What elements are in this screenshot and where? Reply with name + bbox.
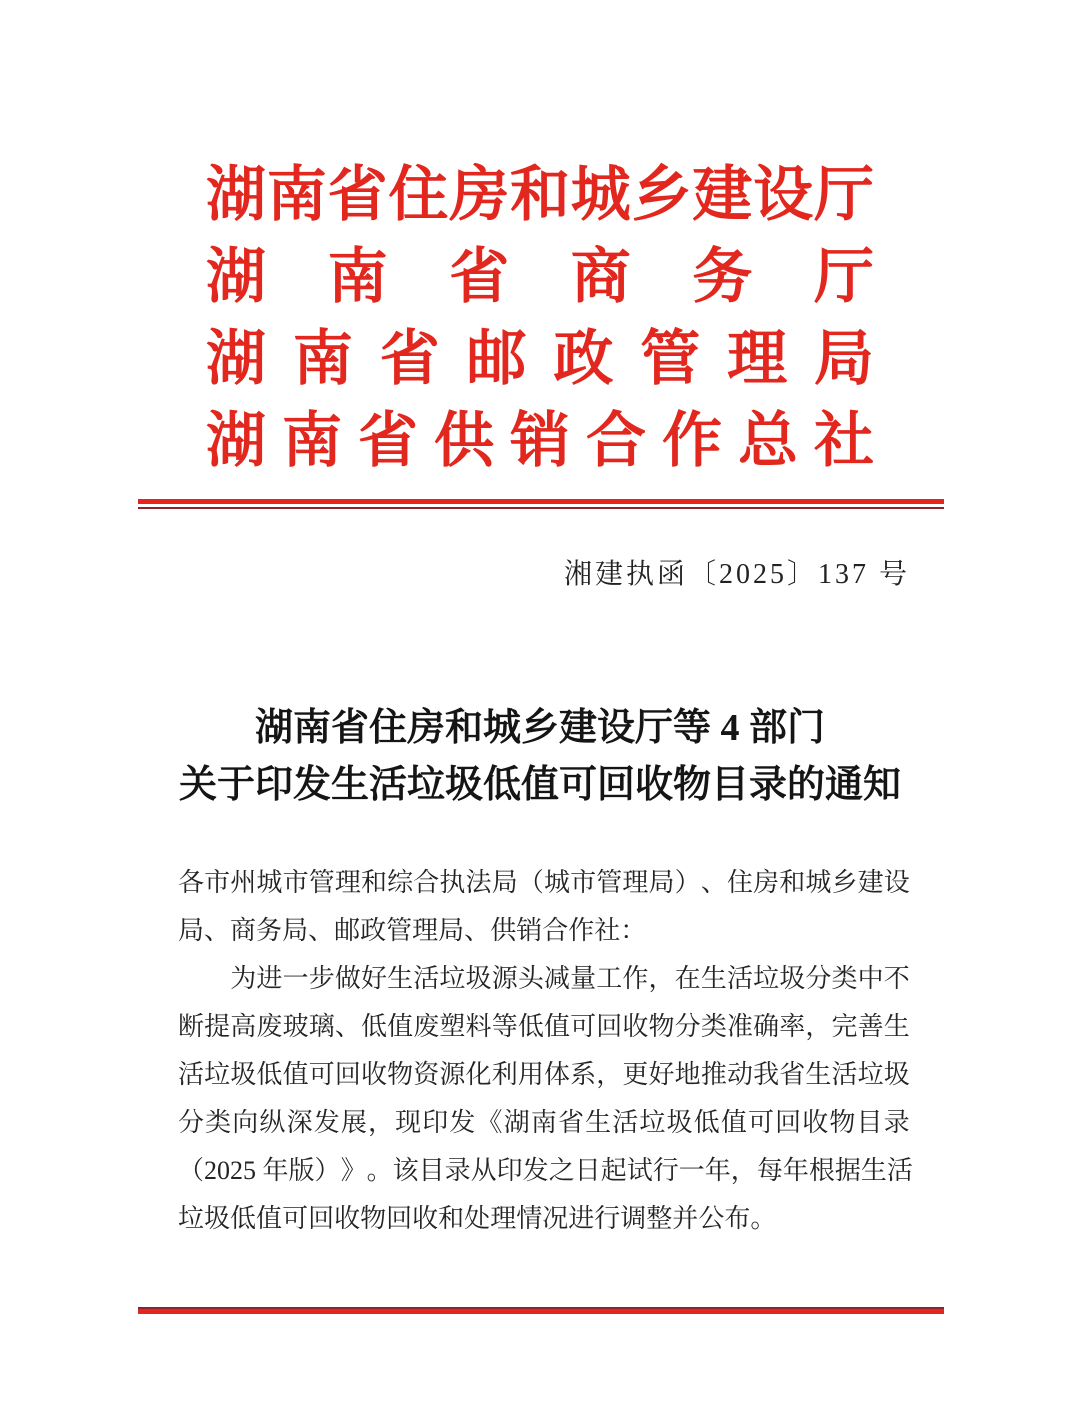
main-paragraph [178,955,913,1243]
body-line: 分 类 向 纵 深 发 展 ， 现 印 发 《 湖 南 省 生 活 垃 圾 低 值 可 回 收 物 目 录 [178,1108,910,1137]
letterhead-org-1: 湖 南 省 住 房 和 城 乡 建 设 厅 [206,162,874,228]
letterhead-org-3: 湖 南 省 邮 政 管 理 局 [206,326,874,392]
letterhead [206,154,874,482]
body-line: 局 、 商 务 局 、 邮 政 管 理 局 、 供 销 合 作 社 ： [178,916,647,945]
document-number: 湘建执函〔2025〕137 号 [563,559,910,590]
body-line: 活 垃 圾 低 值 可 回 收 物 资 源 化 利 用 体 系 ， 更 好 地 推 动 我 省 生 活 垃 圾 [178,1060,910,1089]
body-line: 为 进 一 步 做 好 生 活 垃 圾 源 头 减 量 工 作 ， 在 生 活 垃 圾 分 类 中 不 [230,964,910,993]
footer-rule [138,1307,944,1314]
letterhead-org-2: 湖 南 省 商 务 厅 [206,244,874,310]
body-line: 垃 圾 低 值 可 回 收 物 回 收 和 处 理 情 况 进 行 调 整 并 公 布 。 [178,1204,777,1233]
salutation-paragraph [178,859,910,955]
body-line: 断 提 高 废 玻 璃 、 低 值 废 塑 料 等 低 值 可 回 收 物 分 类 准 确 率 ， 完 善 生 [178,1012,910,1041]
document-title [0,700,1080,814]
document-title-line-1: 湖南省住房和城乡建设厅等 4 部门 [254,707,825,749]
letterhead-org-4: 湖 南 省 供 销 合 作 总 社 [206,408,874,474]
body-line: 各 市 州 城 市 管 理 和 综 合 执 法 局 （ 城 市 管 理 局 ） 、 住 房 和 城 乡 建 设 [178,868,910,897]
body-line: （ 2 0 2 5 年 版 ） 》 。 该 目 录 从 印 发 之 日 起 试 行 一 年 ， 每 年 根 据 生 活 [178,1156,913,1185]
document-title-line-2: 关于印发生活垃圾低值可回收物目录的通知 [178,764,901,806]
body-text [178,859,913,1243]
separator-thin-line [138,507,944,509]
letterhead-separator-rule [138,499,944,509]
